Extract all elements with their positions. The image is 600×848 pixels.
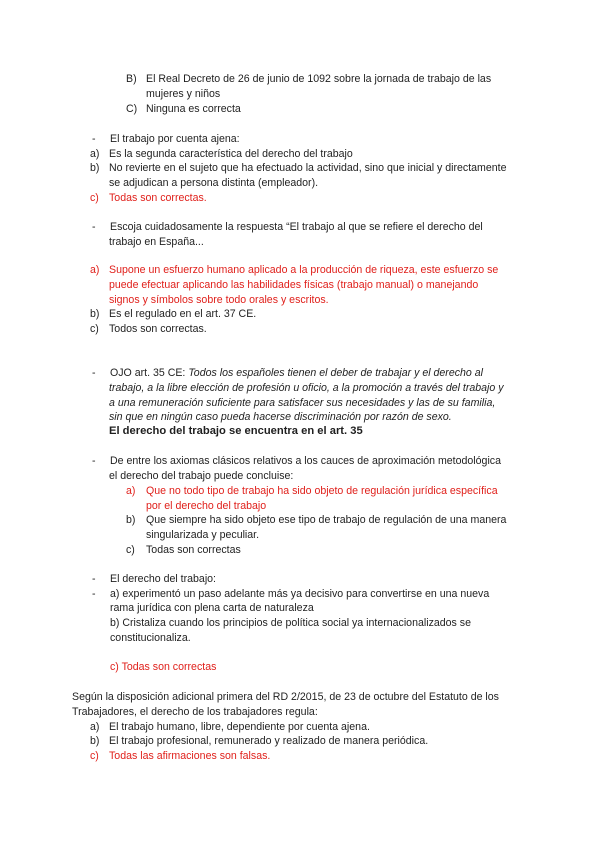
question-title: El trabajo por cuenta ajena: <box>110 133 240 145</box>
note-prefix: OJO art. 35 CE: <box>110 367 189 379</box>
bullet-dash: - <box>92 588 96 600</box>
option-text: Es el regulado en el art. 37 CE. <box>109 308 257 320</box>
correct-answer: Todas son correctas. <box>109 192 207 204</box>
correct-answer: puede efectuar aplicando las habilidades físicas (trabajo manual) o manejando <box>109 279 479 291</box>
question-title: trabajo en España... <box>109 236 204 248</box>
note-quote: Todos los españoles tienen el deber de trabajar y el derecho al <box>188 367 483 379</box>
option-marker: C) <box>126 103 138 115</box>
correct-answer: Supone un esfuerzo humano aplicado a la producción de riqueza, este esfuerzo se <box>109 264 499 276</box>
question-title: De entre los axiomas clásicos relativos a los cauces de aproximación metodológica <box>110 455 501 467</box>
option-marker: c) <box>126 544 135 556</box>
question-title: Escoja cuidadosamente la respuesta “El trabajo al que se refiere el derecho del <box>110 221 483 233</box>
option-text: se adjudican a persona distinta (empleador). <box>109 177 319 189</box>
option-marker: b) <box>90 162 100 174</box>
option-text: rama jurídica con plena carta de naturaleza <box>110 602 314 614</box>
bullet-dash: - <box>92 455 96 467</box>
bullet-dash: - <box>92 573 96 585</box>
option-text: El trabajo humano, libre, dependiente por cuenta ajena. <box>109 721 370 733</box>
option-marker: b) <box>126 514 136 526</box>
correct-answer: Que no todo tipo de trabajo ha sido objeto de regulación jurídica específica <box>146 485 498 497</box>
option-marker: c) <box>90 323 99 335</box>
bullet-dash: - <box>92 367 96 379</box>
option-text: a) experimentó un paso adelante más ya decisivo para convertirse en una nueva <box>110 588 490 600</box>
option-marker: a) <box>90 721 100 733</box>
note-quote: a una remuneración suficiente para satisfacer sus necesidades y las de su familia, <box>109 397 496 409</box>
option-marker: b) <box>90 735 100 747</box>
question-title: Según la disposición adicional primera del RD 2/2015, de 23 de octubre del Estatuto de los <box>72 691 499 703</box>
correct-answer: c) Todas son correctas <box>110 661 217 673</box>
option-text: Todas son correctas <box>146 544 241 556</box>
bullet-dash: - <box>92 221 96 233</box>
option-marker: a) <box>90 148 100 160</box>
option-text: b) Cristaliza cuando los principios de política social ya internacionalizados se <box>110 617 471 629</box>
option-text: Es la segunda característica del derecho del trabajo <box>109 148 353 160</box>
option-text: No revierte en el sujeto que ha efectuado la actividad, sino que inicial y directamente <box>109 162 507 174</box>
note-bold: El derecho del trabajo se encuentra en el art. 35 <box>109 425 363 437</box>
option-marker-correct: c) <box>90 750 99 762</box>
correct-answer: signos y símbolos sobre todo orales y escritos. <box>109 294 329 306</box>
option-text: singularizada y peculiar. <box>146 529 260 541</box>
option-marker-correct: a) <box>126 485 136 497</box>
option-text: Todos son correctas. <box>109 323 207 335</box>
correct-answer: Todas las afirmaciones son falsas. <box>109 750 271 762</box>
note-quote: sin que en ningún caso pueda hacerse discriminación por razón de sexo. <box>109 411 452 423</box>
option-marker: b) <box>90 308 100 320</box>
option-marker: B) <box>126 73 137 85</box>
option-text: El trabajo profesional, remunerado y realizado de manera periódica. <box>109 735 429 747</box>
option-text: Que siempre ha sido objeto ese tipo de trabajo de regulación de una manera <box>146 514 507 526</box>
option-marker-correct: a) <box>90 264 100 276</box>
correct-answer: por el derecho del trabajo <box>146 500 267 512</box>
bullet-dash: - <box>92 133 96 145</box>
question-title: El derecho del trabajo: <box>110 573 217 585</box>
note-text <box>110 366 483 380</box>
option-text: Ninguna es correcta <box>146 103 241 115</box>
note-quote: trabajo, a la libre elección de profesión u oficio, a la promoción a través del trabajo y <box>109 382 504 394</box>
question-title: el derecho del trabajo puede concluise: <box>109 470 294 482</box>
option-marker-correct: c) <box>90 192 99 204</box>
option-text: constitucionaliza. <box>110 632 191 644</box>
option-text: El Real Decreto de 26 de junio de 1092 sobre la jornada de trabajo de las <box>146 73 492 85</box>
option-text: mujeres y niños <box>146 88 221 100</box>
question-title: Trabajadores, el derecho de los trabajadores regula: <box>72 706 318 718</box>
